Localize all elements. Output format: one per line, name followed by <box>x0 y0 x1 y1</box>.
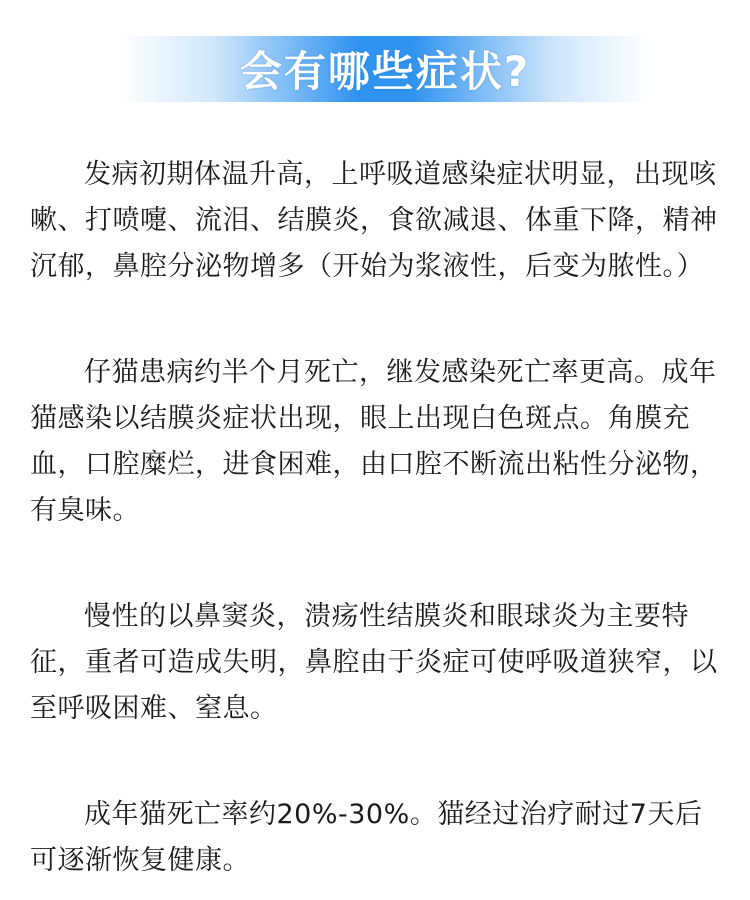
paragraph-early-symptoms: 发病初期体温升高，上呼吸道感染症状明显，出现咳嗽、打喷嚏、流泪、结膜炎，食欲减退、体重下降，精神沉郁，鼻腔分泌物增多（开始为浆液性，后变为脓性。） <box>30 159 718 282</box>
page-title: 会有哪些症状? <box>239 47 531 96</box>
paragraph-chronic: 慢性的以鼻窦炎，溃疡性结膜炎和眼球炎为主要特征，重者可造成失明，鼻腔由于炎症可使呼吸道狭窄，以至呼吸困难、窒息。 <box>30 601 718 724</box>
paragraph-kitten-adult: 仔猫患病约半个月死亡，继发感染死亡率更高。成年猫感染以结膜炎症状出现，眼上出现白色斑点。角膜充血，口腔糜烂，进食困难，由口腔不断流出粘性分泌物，有臭味。 <box>30 357 718 526</box>
title-banner <box>120 36 650 102</box>
paragraph-mortality: 成年猫死亡率约20%-30%。猫经过治疗耐过7天后可逐渐恢复健康。 <box>30 799 703 876</box>
article-body <box>30 152 720 884</box>
